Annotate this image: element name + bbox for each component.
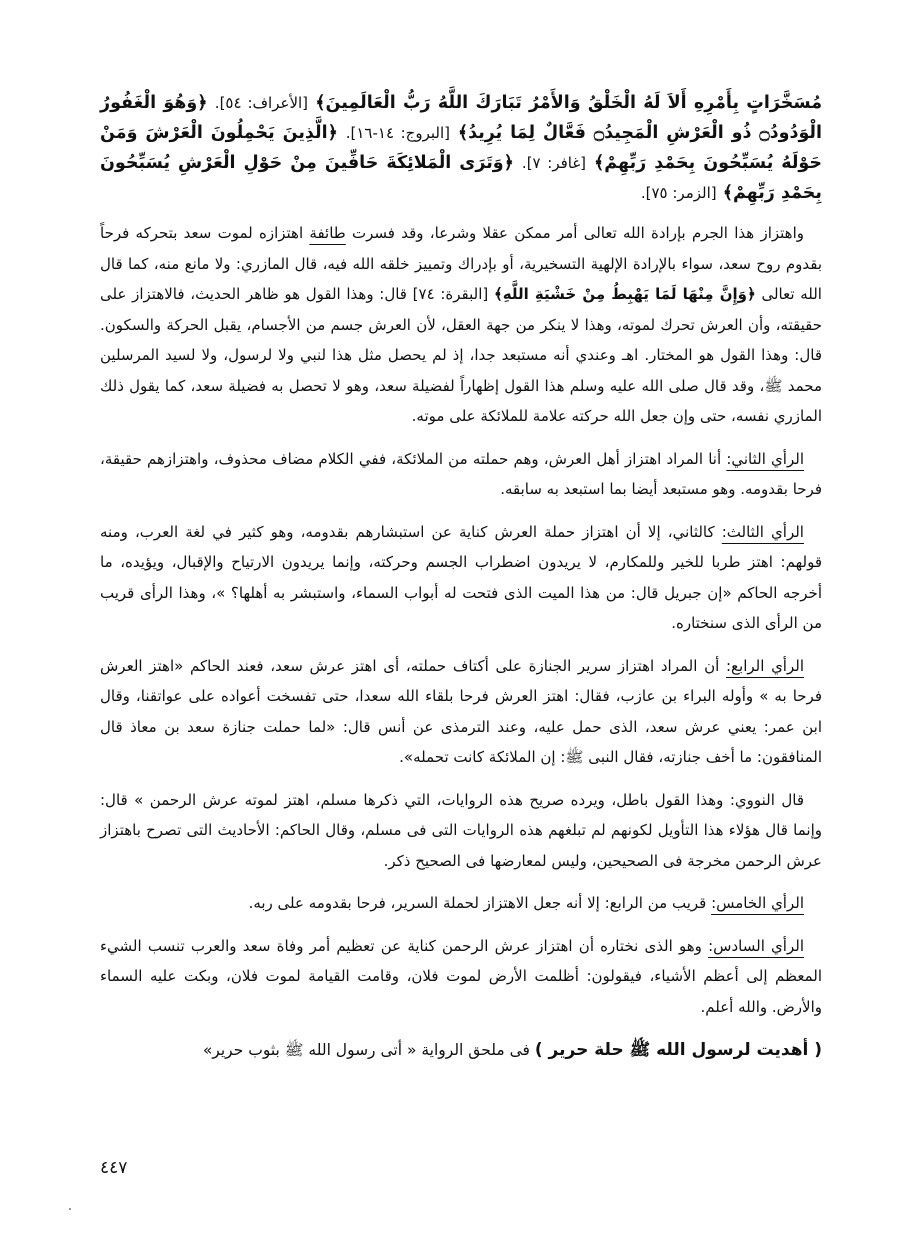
intro-verse-baqara: ﴿وَإِنَّ مِنْهَا لَمَا يَهْبِطُ مِنْ خَشْيَةِ اللَّهِ﴾ bbox=[493, 285, 756, 303]
opinion-sixth bbox=[100, 931, 822, 1023]
opinion-text: قريب من الرابع: إلا أنه جعل الاهتزاز لحملة السرير، فرحا بقدومه على ربه. bbox=[248, 894, 707, 912]
ref-buruj: [البروج: ١٤-١٦]. bbox=[345, 124, 450, 142]
opinion-heading: الرأي السادس: bbox=[708, 936, 804, 955]
intro-text-c: قال: وهذا القول هو ظاهر الحديث، فالاهتزاز على حقيقته، وأن العرش تحرك لموته، وهذا لا ينكر من جهة العقل، لأن العرش جسم من الأجسام، يقبل الحركة والسكون. قال: وهذا القول هو المختار. اهـ وعندي أنه مستبعد جدا، إذ لم يحصل مثل هذا لنبي ولا لرسول، ولا لسيد المرسلين محمد ﷺ، وقد قال صلى الله عليه وسلم هذا القول إظهاراً لفضيلة سعد، وهو لا تحصل به فضيلة سعد، كما يقول ذلك المازري نفسه، حتى وإن جعل الله حركته علامة للملائكة على موته. bbox=[100, 285, 822, 425]
ref-araf: [الأعراف: ٥٤]. bbox=[214, 94, 309, 112]
verse-araf: مُسَخَّرَاتٍ بِأَمْرِهِ أَلاَ لَهُ الْخَلْقُ وَالأَمْرُ تَبَارَكَ اللَّهُ رَبُّ الْعَالَمِينَ﴾ bbox=[315, 93, 823, 113]
ref-zumar: [الزمر: ٧٥]. bbox=[640, 184, 717, 202]
book-page bbox=[100, 88, 822, 1082]
ref-ghafir: [غافر: ٧]. bbox=[521, 154, 587, 172]
opinion-heading: الرأي الرابع: bbox=[725, 656, 804, 675]
opinion-third bbox=[100, 517, 822, 639]
nawawi-paragraph bbox=[100, 785, 822, 877]
verse-ghafir: ﴿الَّذِينَ يَحْمِلُونَ الْعَرْشَ وَمَنْ حَوْلَهُ يُسَبِّحُونَ بِحَمْدِ رَبِّهِمْ﴾ bbox=[100, 123, 823, 173]
intro-underlined-word: طائفة bbox=[309, 224, 346, 242]
footnote-text: فى ملحق الرواية « أتى رسول الله ﷺ بثوب حرير» bbox=[202, 1041, 530, 1059]
opinion-fifth bbox=[100, 888, 822, 919]
nawawi-text: قال النووي: وهذا القول باطل، ويرده صريح هذه الروايات، التي ذكرها مسلم، اهتز لموته عرش الرحمن » قال: وإنما قال هؤلاء هذا التأويل لكونهم لم تبلغهم هذه الروايات التى فى مسلم، وقال الحاكم: الأحاديث التى تصرح باهتزاز عرش الرحمن مخرجة فى الصحيحين، وليس لمعارضها فى الصحيح ذكر. bbox=[100, 790, 822, 870]
opinion-text: أن المراد اهتزاز سرير الجنازة على أكتاف حملته، أى اهتز عرش سعد، فعند الحاكم «اهتز العرش فرحا به » وأوله البراء بن عازب، فقال: اهتز العرش فرحا بلقاء الله سعدا، حتى تفسخت أعواده على عواتقنا، وقال ابن عمر: يعني عرش سعد، الذى حمل عليه، وعند الترمذى عن أنس قال: «لما حملت جنازة سعد بن معاذ قال المنافقون: ما أخف جنازته، فقال النبى ﷺ: إن الملائكة كانت تحمله». bbox=[100, 656, 822, 766]
intro-paragraph bbox=[100, 218, 822, 432]
ref-baqara: [البقرة: ٧٤] bbox=[412, 285, 489, 303]
opinion-fourth bbox=[100, 651, 822, 773]
footnote-line bbox=[100, 1034, 822, 1066]
intro-text-b: اهتزازه لموت سعد بتحركه فرحاً بقدوم روح سعد، سواء بالإرادة الإلهية التسخيرية، أو بإدراك وتمييز خلقه الله فيه، قال المازري: ولا مانع منه، كما قال الله تعالى bbox=[100, 224, 822, 303]
opinion-second bbox=[100, 444, 822, 505]
footnote-title: ( أهديت لرسول الله ﷺ حلة حرير ) bbox=[534, 1040, 822, 1060]
opinion-heading: الرأي الثالث: bbox=[721, 522, 804, 541]
scan-speck bbox=[69, 1208, 71, 1210]
intro-text-a: واهتزاز هذا الجرم بإرادة الله تعالى أمر ممكن عقلا وشرعا، وقد فسرت bbox=[352, 224, 804, 242]
verse-zumar: ﴿وَتَرَى الْمَلائِكَةَ حَافِّينَ مِنْ حَوْلِ الْعَرْشِ يُسَبِّحُونَ بِحَمْدِ رَبِّهِمْ﴾ bbox=[100, 153, 822, 203]
opinion-text: وهو الذى نختاره أن اهتزاز عرش الرحمن كناية عن تعظيم أمر وفاة سعد والعرب تنسب الشيء المعظم إلى أعظم الأشياء، فيقولون: أظلمت الأرض لموت فلان، وقامت القيامة لموت فلان، وبكت عليه السماء والأرض. والله أعلم. bbox=[100, 936, 822, 1016]
quran-verses-block bbox=[100, 88, 822, 208]
opinion-text: كالثاني، إلا أن اهتزاز حملة العرش كناية عن استبشارهم بقدومه، وهو كثير في لغة العرب، ومنه قولهم: اهتز طربا للخير وللمكارم، لا يريدون اضطراب الجسم وحركته، وإنما يريدون الارتياح والإقبال، ويؤيده، ما أخرجه الحاكم «إن جبريل قال: من هذا الميت الذى فتحت له أبواب السماء، واستبشر به أهلها؟ »، وهذا الرأى قريب من الرأى الذى سنختاره. bbox=[100, 522, 822, 632]
verse-buruj: ﴿وَهُوَ الْغَفُورُ الْوَدُودُ۝ ذُو الْعَرْشِ الْمَجِيدُ۝ فَعَّالٌ لِمَا يُرِيدُ﴾ bbox=[100, 93, 822, 143]
opinion-text: أنا المراد اهتزاز أهل العرش، وهم حملته من الملائكة، ففي الكلام مضاف محذوف، واهتزازهم حقيقة، فرحا بقدومه. وهو مستبعد أيضا بما استبعد به سابقه. bbox=[100, 449, 822, 498]
opinion-heading: الرأي الثاني: bbox=[726, 449, 804, 468]
opinion-heading: الرأي الخامس: bbox=[711, 894, 804, 912]
page-number: ٤٤٧ bbox=[100, 1158, 128, 1178]
